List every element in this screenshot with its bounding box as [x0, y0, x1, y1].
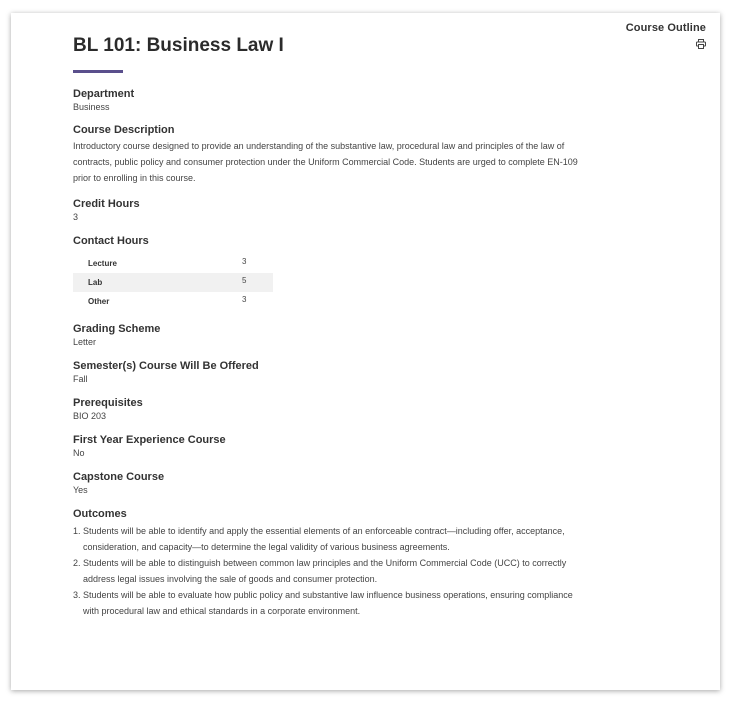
description-line: Introductory course designed to provide an understanding of the substantive law, procedural law and principles of the law of — [73, 141, 565, 151]
grading-value: Letter — [73, 337, 97, 347]
grading-section — [73, 323, 663, 348]
credit-hours-heading: Credit Hours — [73, 198, 140, 210]
title-underline — [73, 70, 123, 73]
outcomes-section — [73, 508, 663, 619]
department-value: Business — [73, 102, 110, 112]
contact-hours-row — [73, 254, 273, 273]
grading-heading: Grading Scheme — [73, 323, 161, 335]
outcomes-heading: Outcomes — [73, 508, 127, 520]
capstone-value: Yes — [73, 485, 88, 495]
description-line: contracts, public policy and consumer protection under the Uniform Commercial Code. Students are urged to complete EN-109 — [73, 157, 578, 167]
semester-heading: Semester(s) Course Will Be Offered — [73, 360, 259, 372]
course-outline-label: Course Outline — [625, 22, 706, 34]
description-text — [73, 138, 663, 186]
outcome-line: consideration, and capacity—to determine the legal validity of various business agreements. — [83, 542, 450, 552]
outcome-item — [83, 587, 663, 619]
outcome-line: Students will be able to distinguish between common law principles and the Uniform Commercial Code (UCC) to correctly — [83, 558, 567, 568]
contact-hours-section — [73, 235, 663, 311]
outcome-item — [83, 555, 663, 587]
course-title: BL 101: Business Law I — [73, 35, 284, 56]
description-section — [73, 124, 663, 186]
course-outline-sheet — [11, 13, 720, 690]
prerequisites-value: BIO 203 — [73, 411, 107, 421]
outcome-line: Students will be able to identify and apply the essential elements of an enforceable contract—including offer, acceptance, — [83, 526, 565, 536]
first-year-heading: First Year Experience Course — [73, 434, 226, 446]
outcomes-list — [73, 523, 663, 619]
description-heading: Course Description — [73, 124, 175, 136]
first-year-section — [73, 434, 663, 459]
printer-icon[interactable] — [696, 36, 706, 54]
contact-hours-heading: Contact Hours — [73, 235, 149, 247]
first-year-value: No — [73, 448, 85, 458]
outcome-line: Students will be able to evaluate how public policy and substantive law influence business operations, ensuring compliance — [83, 590, 573, 600]
description-line: prior to enrolling in this course. — [73, 173, 196, 183]
outcome-line: with procedural law and ethical standards in a corporate environment. — [83, 606, 361, 616]
prerequisites-section — [73, 397, 663, 422]
department-heading: Department — [73, 88, 135, 100]
contact-hours-label: Other — [88, 297, 110, 306]
outcome-line: address legal issues involving the sale of goods and consumer protection. — [83, 574, 378, 584]
outcome-item — [83, 523, 663, 555]
capstone-heading: Capstone Course — [73, 471, 165, 483]
contact-hours-label: Lab — [88, 278, 103, 287]
semester-section — [73, 360, 663, 385]
semester-value: Fall — [73, 374, 88, 384]
contact-hours-value: 3 — [242, 294, 247, 304]
credit-hours-value: 3 — [73, 212, 79, 222]
contact-hours-table — [73, 254, 273, 311]
department-section — [73, 88, 663, 113]
contact-hours-value: 3 — [242, 256, 247, 266]
contact-hours-value: 5 — [242, 275, 247, 285]
contact-hours-label: Lecture — [88, 259, 117, 268]
capstone-section — [73, 471, 663, 496]
prerequisites-heading: Prerequisites — [73, 397, 143, 409]
contact-hours-row — [73, 292, 273, 311]
credit-hours-section — [73, 198, 663, 223]
contact-hours-row — [73, 273, 273, 292]
content — [73, 35, 663, 631]
